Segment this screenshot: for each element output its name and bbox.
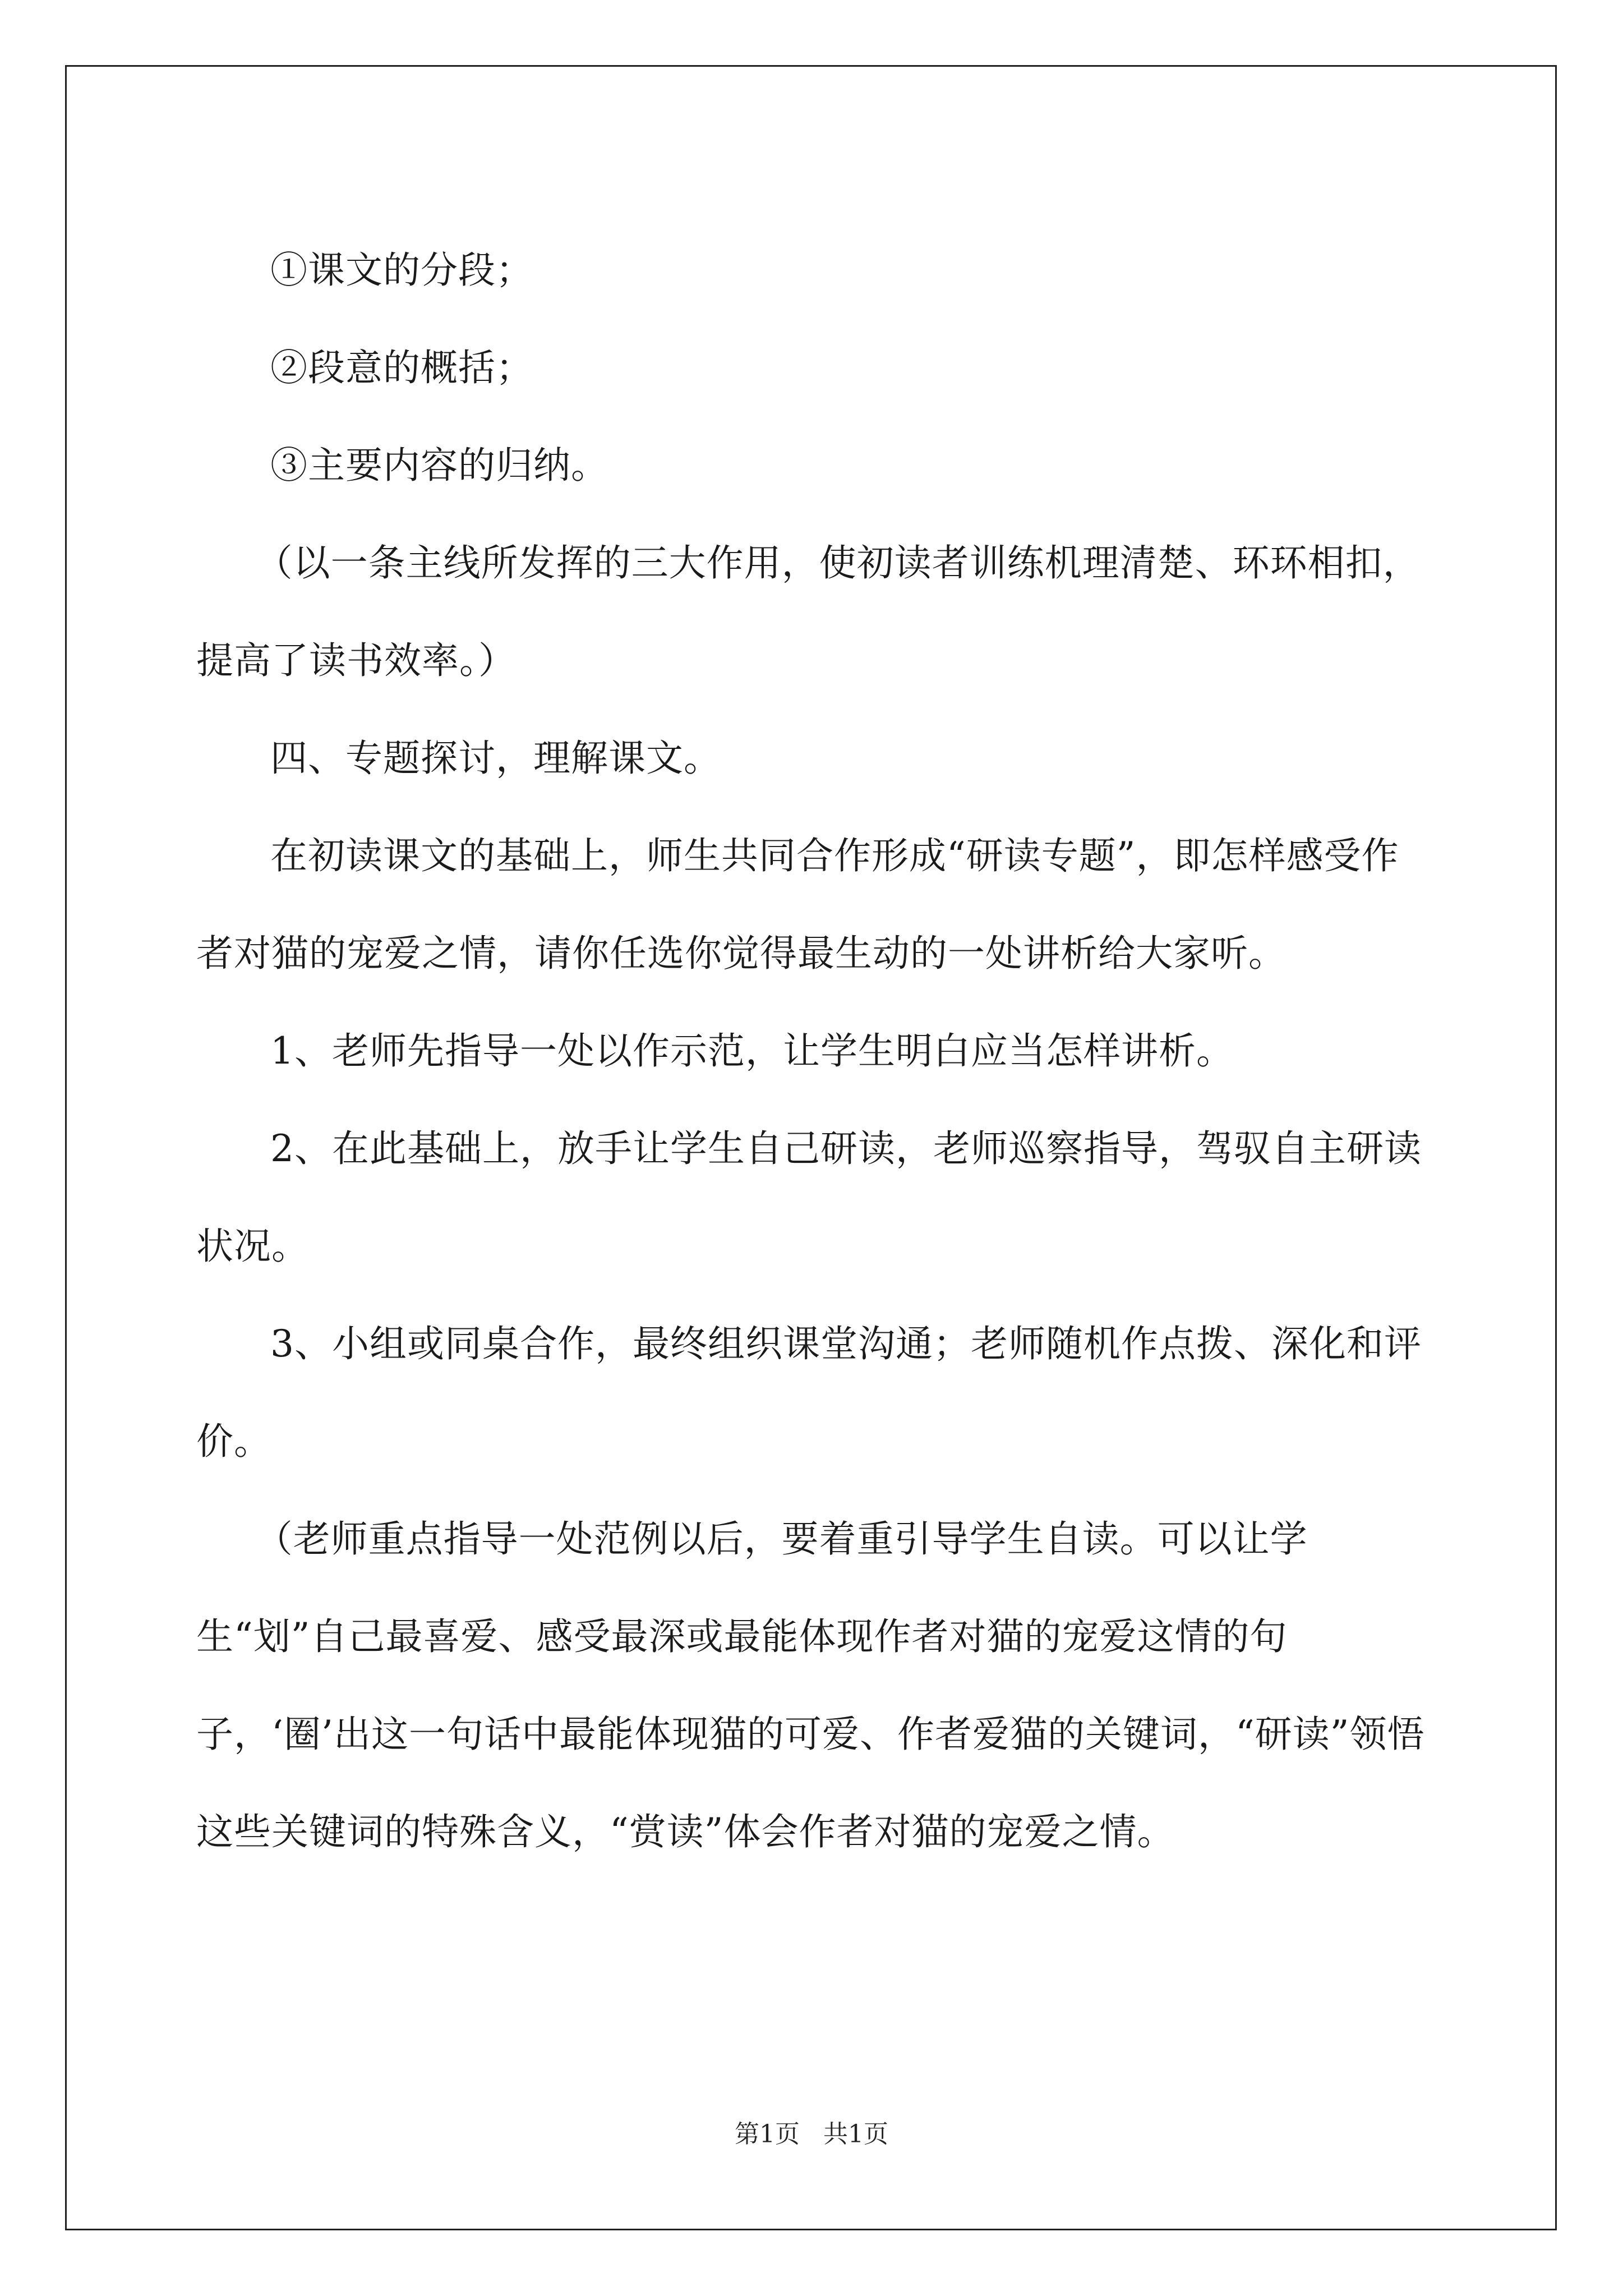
paragraph-5: 四、专题探讨，理解课文。 (270, 737, 721, 780)
paragraph-6: 在初读课文的基础上，师生共同合作形成“研读专题”，即怎样感受作者对猫的宠爱之情，请你任选你觉得最生动的一处讲析给大家听。 (196, 834, 1399, 975)
document-body (196, 222, 1430, 1881)
page-total: 共1页 (823, 2120, 888, 2148)
paragraph-1: ①课文的分段； (270, 249, 533, 292)
paragraph-8: 2、在此基础上，放手让学生自己研读，老师巡察指导，驾驭自主研读状况。 (196, 1127, 1422, 1268)
paragraph-2: ②段意的概括； (270, 346, 533, 389)
page-number: 第1页 (735, 2120, 800, 2148)
paragraph-9: 3、小组或同桌合作，最终组织课堂沟通；老师随机作点拨、深化和评价。 (196, 1322, 1422, 1463)
paragraph-10: （老师重点指导一处范例以后，要着重引导学生自读。可以让学生“划”自己最喜爱、感受最深或最能体现作者对猫的宠爱这情的句子，‘圈’出这一句话中最能体现猫的可爱、作者爱猫的关键词，“研读”领悟这些关键词的特殊含义，“赏读”体会作者对猫的宠爱之情。 (196, 1517, 1425, 1853)
page-footer (0, 2114, 1623, 2150)
paragraph-4: （以一条主线所发挥的三大作用，使初读者训练机理清楚、环环相扣，提高了读书效率。） (196, 541, 1421, 682)
paragraph-3: ③主要内容的归纳。 (270, 444, 608, 487)
paragraph-7: 1、老师先指导一处以作示范，让学生明白应当怎样讲析。 (270, 1029, 1234, 1073)
